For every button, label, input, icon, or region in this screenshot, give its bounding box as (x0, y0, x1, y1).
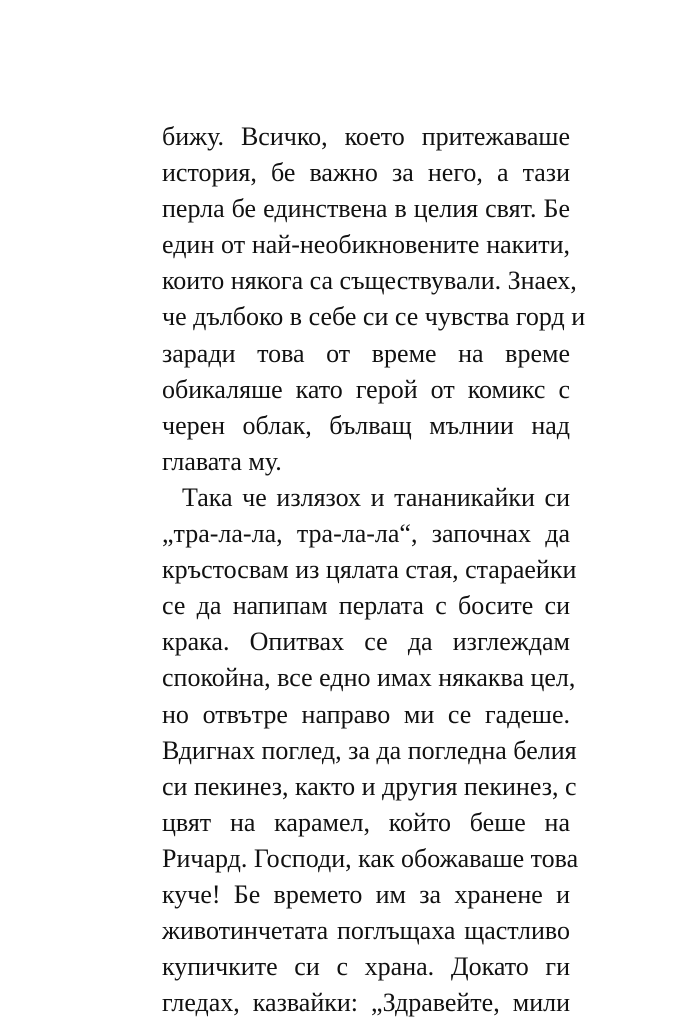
text-line: кръстосвам из цялата стая, стараейки (162, 555, 577, 585)
text-line: перла бе единствена в целия свят. Бе (162, 194, 570, 224)
text-line: крака. Опитвах се да изглеждам (162, 627, 570, 657)
text-line: купичките си с храна. Докато ги (162, 952, 570, 982)
text-line: заради това от време на време (162, 338, 570, 368)
text-line: един от най-необикновените накити, (162, 230, 570, 260)
body-text (162, 119, 586, 1021)
text-line: черен облак, бълващ мълнии над (162, 410, 570, 440)
text-line: Вдигнах поглед, за да погледна белия (162, 735, 577, 765)
text-line: „тра-ла-ла, тра-ла-ла“, започнах да (162, 519, 570, 549)
text-line: гледах, казвайки: „Здравейте, мили (162, 988, 570, 1018)
text-line: но отвътре направо ми се гадеше. (162, 699, 570, 729)
text-line: бижу. Всичко, което притежаваше (162, 122, 570, 151)
text-line: куче! Бе времето им за хранене и (162, 879, 570, 909)
text-line: главата му. (162, 446, 282, 476)
text-line: се да напипам перлата с босите си (162, 591, 570, 621)
text-line: обикаляше като герой от комикс с (162, 374, 570, 404)
text-line: Така че излязох и тананикайки си (182, 482, 570, 512)
text-line: си пекинез, както и другия пекинез, с (162, 771, 577, 801)
text-line: Ричард. Господи, как обожаваше това (162, 843, 579, 873)
text-line: животинчетата поглъщаха щастливо (162, 916, 570, 946)
text-line: които някога са съществували. Знаех, (162, 266, 577, 296)
text-line: че дълбоко в себе си се чувства горд и (162, 302, 586, 332)
text-line: цвят на карамел, който беше на (162, 807, 570, 837)
text-line: история, бе важно за него, а тази (162, 158, 570, 188)
text-line: спокойна, все едно имах някаква цел, (162, 663, 576, 693)
